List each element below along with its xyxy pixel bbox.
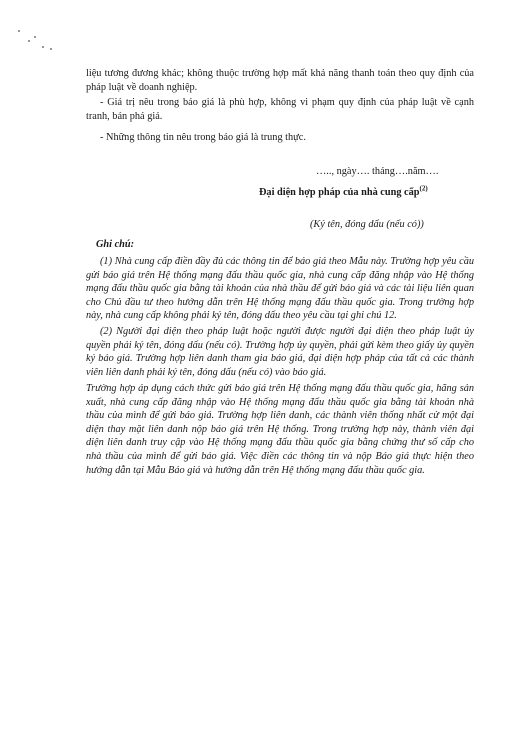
representative-label: Đại diện hợp pháp của nhà cung cấp xyxy=(259,187,420,198)
body-paragraph-2: - Giá trị nêu trong báo giá là phù hợp, không vi phạm quy định của pháp luật về cạnh tranh, bán phá giá. xyxy=(86,97,474,122)
representative-footnote-mark: (2) xyxy=(419,184,428,193)
body-paragraph-1: liệu tương đương khác; không thuộc trường hợp mất khả năng thanh toán theo quy định của pháp luật về doanh nghiệp. xyxy=(86,68,474,93)
sign-instruction: (Ký tên, đóng dấu (nếu có)) xyxy=(310,219,424,230)
note-3: Trường hợp áp dụng cách thức gửi báo giá trên Hệ thống mạng đấu thầu quốc gia, hãng sản xuất, nhà cung cấp đăng nhập vào Hệ thống mạng đấu thầu quốc gia bằng tài khoản nhà thầu của mình để gửi báo giá. Trường hợp liên danh, các thành viên thống nhất cử một đại diện thay mặt liên danh nộp báo giá trên Hệ thống. Trong trường hợp này, thành viên đại diện liên danh truy cập vào Hệ thống mạng đấu thầu quốc gia bằng chứng thư số cấp cho nhà thầu của mình để gửi báo giá. Việc điền các thông tin và nộp Báo giá thực hiện theo hướng dẫn tại Mẫu Báo giá và hướng dẫn trên Hệ thống mạng đấu thầu quốc gia. xyxy=(86,383,474,476)
notes-heading: Ghi chú: xyxy=(96,239,135,250)
note-1: (1) Nhà cung cấp điền đầy đủ các thông tin để báo giá theo Mẫu này. Trường hợp yêu cầu gửi báo giá trên Hệ thống mạng đấu thầu quốc gia, nhà cung cấp đăng nhập vào Hệ thống mạng đấu thầu quốc gia bằng tài khoản của nhà thầu để gửi báo giá và các tài liệu liên quan cho Chủ đầu tư theo hướng dẫn trên Hệ thống mạng đấu thầu quốc gia. Trong trường hợp này, nhà cung cấp không phải ký tên, đóng dấu theo yêu cầu tại ghi chú 12. xyxy=(86,256,474,322)
note-2: (2) Người đại diện theo pháp luật hoặc người được người đại diện theo pháp luật ủy quyền phải ký tên, đóng dấu (nếu có). Trường hợp ủy quyền, phải gửi kèm theo giấy ủy quyền ký báo giá. Trường hợp liên danh tham gia báo giá, đại diện hợp pháp của tất cả các thành viên liên danh phải ký tên, đóng dấu (nếu có) vào báo giá. xyxy=(86,326,474,378)
representative-title xyxy=(259,186,428,199)
body-paragraph-3: - Những thông tin nêu trong báo giá là trung thực. xyxy=(100,132,306,143)
date-line: ….., ngày…. tháng….năm…. xyxy=(316,166,439,177)
